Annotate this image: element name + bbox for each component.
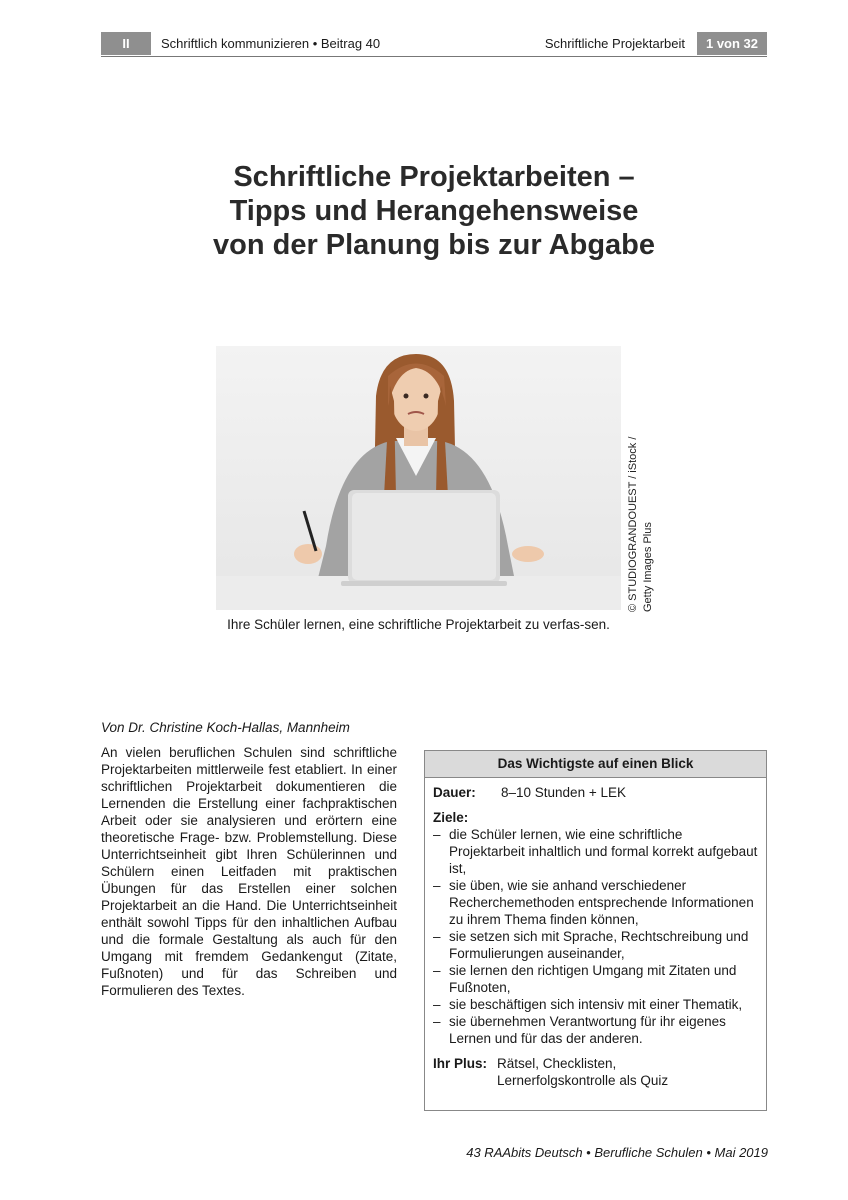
goals-label: Ziele: (433, 810, 469, 825)
plus-label: Ihr Plus: (433, 1056, 488, 1071)
series-label: Schriftlich kommunizieren • Beitrag 40 (161, 36, 381, 51)
page-header (101, 32, 767, 57)
goal-text: sie beschäftigen sich intensiv mit einer Thematik, (449, 997, 743, 1012)
photo-caption: Ihre Schüler lernen, eine schriftliche Projektarbeit zu verfas-sen. (227, 617, 610, 632)
goal-item (433, 928, 758, 962)
key-facts-box (424, 750, 767, 1111)
goal-item (433, 962, 758, 996)
credit-line-1: © STUDIOGRANDOUEST / iStock / (627, 436, 639, 612)
title-line-2: Tipps und Herangehensweise (229, 195, 639, 227)
duration-value: 8–10 Stunden + LEK (501, 785, 626, 800)
photo-credit (626, 372, 658, 612)
page-indicator: 1 von 32 (697, 32, 767, 55)
goal-bullet: – (433, 929, 441, 944)
page-title (120, 160, 748, 262)
goal-bullet: – (433, 997, 441, 1012)
title-line-1: Schriftliche Projektarbeiten – (233, 161, 635, 193)
goal-bullet: – (433, 827, 441, 842)
goal-bullet: – (433, 878, 441, 893)
goal-text: sie lernen den richtigen Umgang mit Zitaten und Fußnoten, (449, 963, 737, 995)
goal-item (433, 1013, 758, 1047)
goal-bullet: – (433, 963, 441, 978)
credit-line-2: Getty Images Plus (642, 522, 654, 612)
page-footer: 43 RAAbits Deutsch • Berufliche Schulen • Mai 2019 (466, 1145, 768, 1160)
intro-paragraph: An vielen beruflichen Schulen sind schriftliche Projektarbeiten mittlerweile fest etabliert. In einer schriftlichen Projektarbeit dokumentieren die Lernenden die Erstellung einer fachpraktischen Arbeit oder sie analysieren und erörtern eine theoretische Frage- bzw. Problemstellung. Diese Unterrichtseinheit gibt Ihren Schülerinnen und Schülern einen Leitfaden mit praktischen Übungen für das Erstellen einer solchen Projektarbeit an die Hand. Die Unterrichtseinheit enthält sowohl Tipps für den inhaltlichen Aufbau und die formale Gestaltung als auch für den Umgang mit fremdem Gedankengut (Zitate, Fußnoten) und für das Schreiben und Formulieren des Textes. (101, 745, 397, 998)
duration-row (433, 784, 758, 801)
plus-row (433, 1055, 758, 1089)
goal-text: sie üben, wie sie anhand verschiedener Recherchemethoden entsprechende Informationen zu ihrem Thema finden können, (449, 878, 754, 927)
plus-line-1: Rätsel, Checklisten, (497, 1056, 617, 1071)
goal-item (433, 996, 758, 1013)
photo-illustration (216, 346, 621, 610)
goal-text: sie übernehmen Verantwortung für ihr eigenes Lernen und für das der anderen. (449, 1014, 726, 1046)
plus-line-2: Lernerfolgskontrolle als Quiz (497, 1073, 669, 1088)
title-line-3: von der Planung bis zur Abgabe (212, 229, 656, 261)
goal-bullet: – (433, 1014, 441, 1029)
duration-label: Dauer: (433, 785, 476, 800)
goal-text: die Schüler lernen, wie eine schriftliche Projektarbeit inhaltlich und formal korrekt aufgebaut ist, (449, 827, 758, 876)
box-heading: Das Wichtigste auf einen Blick (425, 751, 766, 778)
goal-item (433, 826, 758, 877)
goal-item (433, 877, 758, 928)
photo-woman-laptop (216, 346, 621, 610)
goals-list (433, 826, 758, 1047)
author-line: Von Dr. Christine Koch-Hallas, Mannheim (101, 720, 350, 735)
goal-text: sie setzen sich mit Sprache, Rechtschreibung und Formulierungen auseinander, (449, 929, 749, 961)
topic-label: Schriftliche Projektarbeit (544, 36, 685, 51)
section-number: II (101, 32, 151, 55)
